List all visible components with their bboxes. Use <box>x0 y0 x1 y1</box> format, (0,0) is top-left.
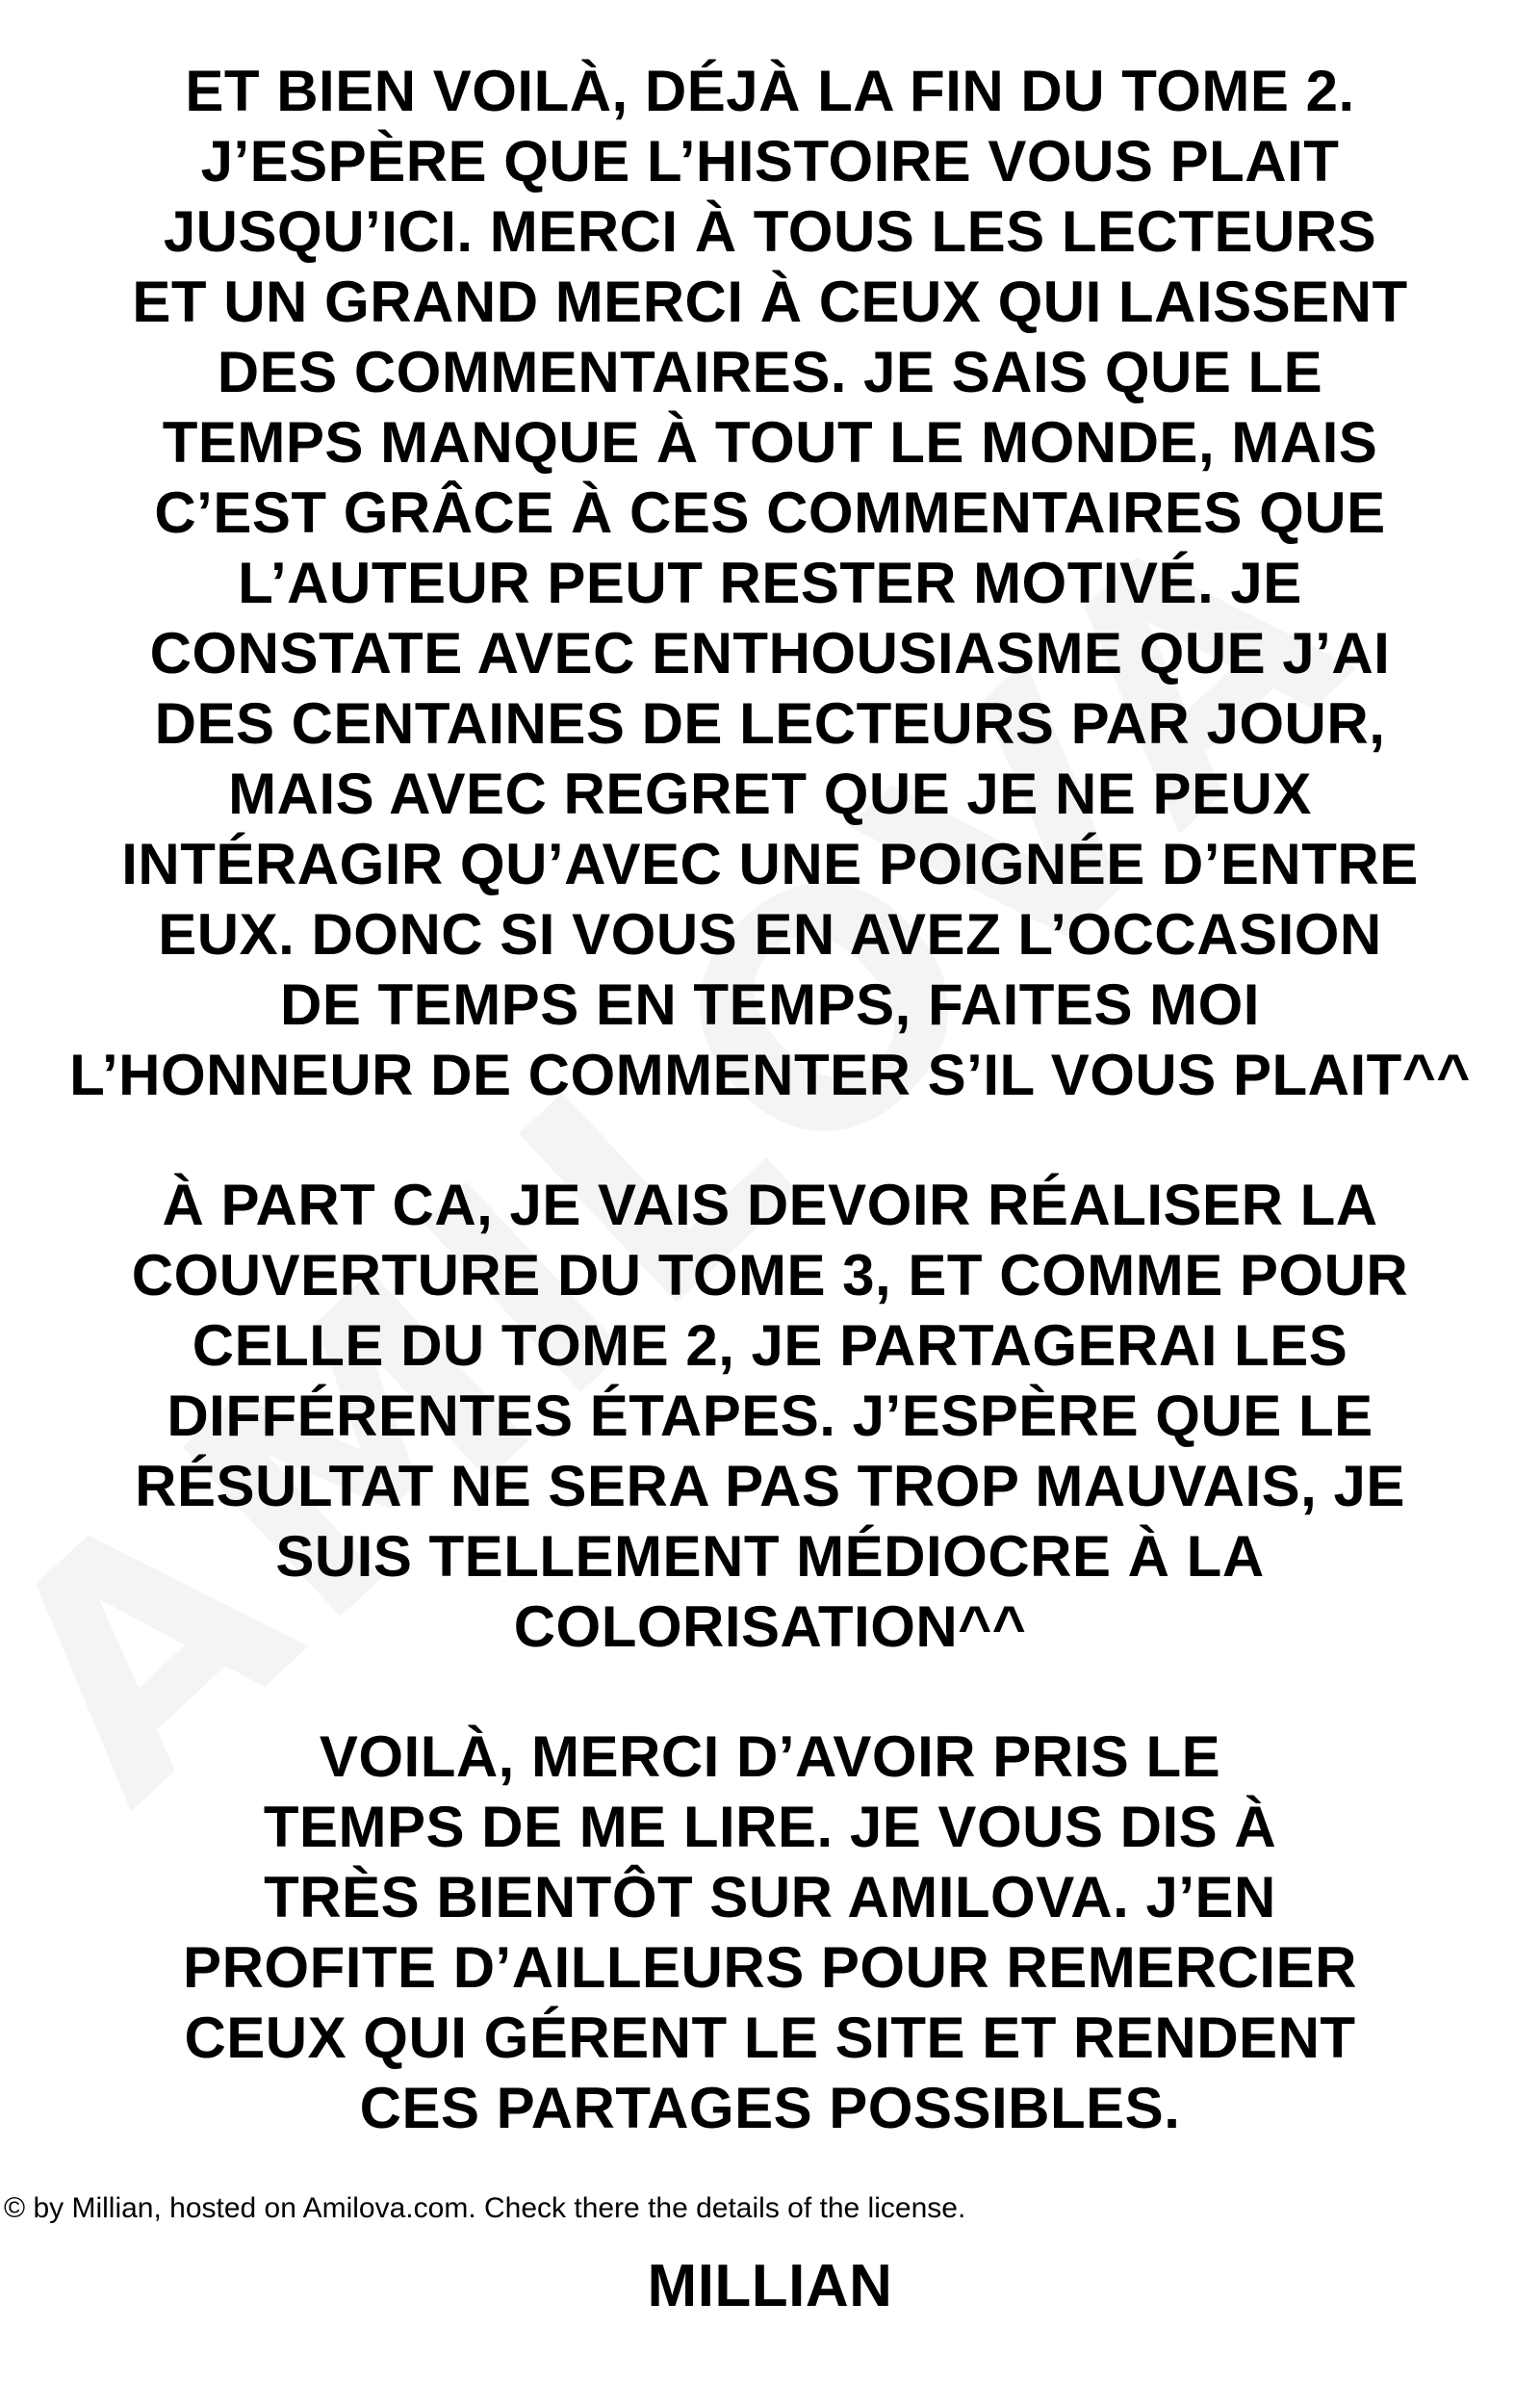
text-line: L’AUTEUR PEUT RESTER MOTIVÉ. JE <box>238 551 1302 615</box>
text-line: EUX. DONC SI VOUS EN AVEZ L’OCCASION <box>158 902 1382 967</box>
text-line: L’HONNEUR DE COMMENTER S’IL VOUS PLAIT^^ <box>69 1043 1471 1107</box>
text-line: À PART CA, JE VAIS DEVOIR RÉALISER LA <box>162 1173 1378 1237</box>
text-line: C’EST GRÂCE À CES COMMENTAIRES QUE <box>154 480 1386 545</box>
afterword-text-block <box>0 56 1540 2381</box>
text-line: COLORISATION^^ <box>513 1594 1027 1659</box>
text-line: SUIS TELLEMENT MÉDIOCRE À LA <box>275 1524 1265 1589</box>
text-line: TRÈS BIENTÔT SUR AMILOVA. J’EN <box>264 1865 1276 1929</box>
text-line: DES CENTAINES DE LECTEURS PAR JOUR, <box>154 691 1386 756</box>
text-line: MAIS AVEC REGRET QUE JE NE PEUX <box>228 762 1312 826</box>
paragraph-signature <box>0 2251 1540 2321</box>
paragraph-thanks <box>0 56 1540 1110</box>
text-line: VOILÀ, MERCI D’AVOIR PRIS LE <box>319 1724 1221 1789</box>
text-line: DES COMMENTAIRES. JE SAIS QUE LE <box>217 340 1323 404</box>
text-line: PROFITE D’AILLEURS POUR REMERCIER <box>183 1935 1357 2000</box>
text-line: COUVERTURE DU TOME 3, ET COMME POUR <box>131 1243 1409 1307</box>
text-line: ET BIEN VOILÀ, DÉJÀ LA FIN DU TOME 2. <box>185 59 1355 123</box>
paragraph-tome3-cover <box>0 1170 1540 1662</box>
text-line: CELLE DU TOME 2, JE PARTAGERAI LES <box>192 1313 1348 1378</box>
text-line: DIFFÉRENTES ÉTAPES. J’ESPÈRE QUE LE <box>167 1384 1373 1448</box>
text-line: TEMPS MANQUE À TOUT LE MONDE, MAIS <box>162 410 1378 475</box>
text-line: DE TEMPS EN TEMPS, FAITES MOI <box>280 972 1260 1037</box>
text-line: CES PARTAGES POSSIBLES. <box>359 2076 1181 2140</box>
text-line: RÉSULTAT NE SERA PAS TROP MAUVAIS, JE <box>135 1454 1405 1518</box>
text-line: ET UN GRAND MERCI À CEUX QUI LAISSENT <box>132 270 1408 334</box>
license-footer: © by Millian, hosted on Amilova.com. Check there the details of the license. <box>4 2192 966 2224</box>
text-line: JUSQU’ICI. MERCI À TOUS LES LECTEURS <box>163 199 1377 264</box>
text-line: TEMPS DE ME LIRE. JE VOUS DIS À <box>263 1795 1277 1859</box>
text-line: CONSTATE AVEC ENTHOUSIASME QUE J’AI <box>149 621 1391 686</box>
paragraph-farewell <box>0 1721 1540 2143</box>
text-line: INTÉRAGIR QU’AVEC UNE POIGNÉE D’ENTRE <box>121 832 1419 896</box>
text-line: J’ESPÈRE QUE L’HISTOIRE VOUS PLAIT <box>200 129 1340 194</box>
author-signature: MILLIAN <box>647 2253 893 2319</box>
text-line: CEUX QUI GÉRENT LE SITE ET RENDENT <box>184 2006 1356 2070</box>
